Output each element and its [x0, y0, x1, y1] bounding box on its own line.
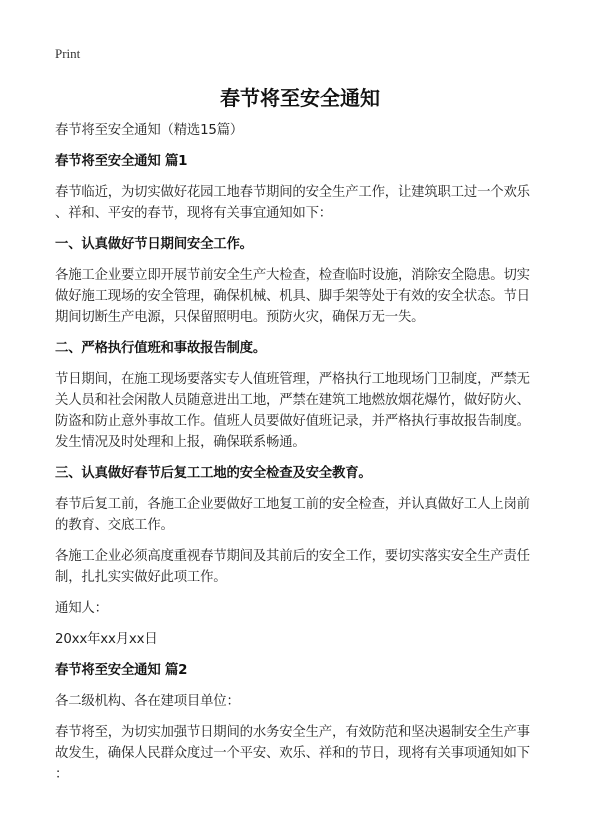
section-heading [55, 463, 555, 484]
page-title: 春节将至安全通知 [220, 86, 380, 110]
text-line: 做好施工现场的安全管理，确保机械、机具、脚手架等处于有效的安全状态。节日 [55, 289, 530, 304]
text-line: 通知人： [55, 601, 108, 616]
text-line: 发生情况及时处理和上报，确保联系畅通。 [55, 435, 306, 450]
text-line: 的教育、交底工作。 [55, 518, 174, 533]
paragraph [55, 120, 555, 141]
text-line: 各二级机构、各在建项目单位： [55, 694, 240, 709]
text-line: 期间切断生产电源，只保留照明电。预防火灾，确保万无一失。 [55, 310, 425, 325]
text-line: 节日期间，在施工现场要落实专人值班管理，严格执行工地现场门卫制度，严禁无 [55, 372, 530, 387]
text-line: 一、认真做好节日期间安全工作。 [55, 237, 253, 252]
section-heading [55, 234, 555, 255]
document-body [55, 120, 555, 795]
print-link[interactable]: Print [55, 46, 81, 61]
section-heading [55, 151, 555, 172]
text-line: 故发生，确保人民群众度过一个平安、欢乐、祥和的节日，现将有关事项通知如下 [55, 746, 530, 761]
text-line: 关人员和社会闲散人员随意进出工地，严禁在建筑工地燃放烟花爆竹，做好防火、 [55, 393, 530, 408]
text-line: 二、严格执行值班和事故报告制度。 [55, 341, 267, 356]
section-heading [55, 338, 555, 359]
text-line: 20xx年xx月xx日 [55, 632, 158, 647]
text-line: 各施工企业要立即开展节前安全生产大检查，检查临时设施，消除安全隐患。切实 [55, 268, 530, 283]
paragraph [55, 182, 555, 224]
paragraph [55, 369, 555, 453]
paragraph [55, 722, 555, 785]
text-line: 春节将至安全通知 篇2 [55, 663, 188, 678]
text-line: 制，扎扎实实做好此项工作。 [55, 570, 227, 585]
text-line: 春节将至，为切实加强节日期间的水务安全生产，有效防范和坚决遏制安全生产事 [55, 725, 530, 740]
paragraph [55, 691, 555, 712]
text-line: 三、认真做好春节后复工工地的安全检查及安全教育。 [55, 466, 372, 481]
text-line: 春节临近，为切实做好花园工地春节期间的安全生产工作，让建筑职工过一个欢乐 [55, 185, 530, 200]
text-line: 、祥和、平安的春节，现将有关事宜通知如下： [55, 206, 333, 221]
text-line: 春节将至安全通知（精选15篇） [55, 123, 244, 138]
text-line: ： [55, 767, 69, 782]
paragraph [55, 494, 555, 536]
text-line: 春节将至安全通知 篇1 [55, 154, 188, 169]
paragraph [55, 629, 555, 650]
text-line: 春节后复工前，各施工企业要做好工地复工前的安全检查，并认真做好工人上岗前 [55, 497, 530, 512]
paragraph [55, 265, 555, 328]
paragraph [55, 598, 555, 619]
text-line: 防盗和防止意外事故工作。值班人员要做好值班记录，并严格执行事故报告制度。 [55, 414, 530, 429]
paragraph [55, 546, 555, 588]
section-heading [55, 660, 555, 681]
text-line: 各施工企业必须高度重视春节期间及其前后的安全工作，要切实落实安全生产责任 [55, 549, 530, 564]
